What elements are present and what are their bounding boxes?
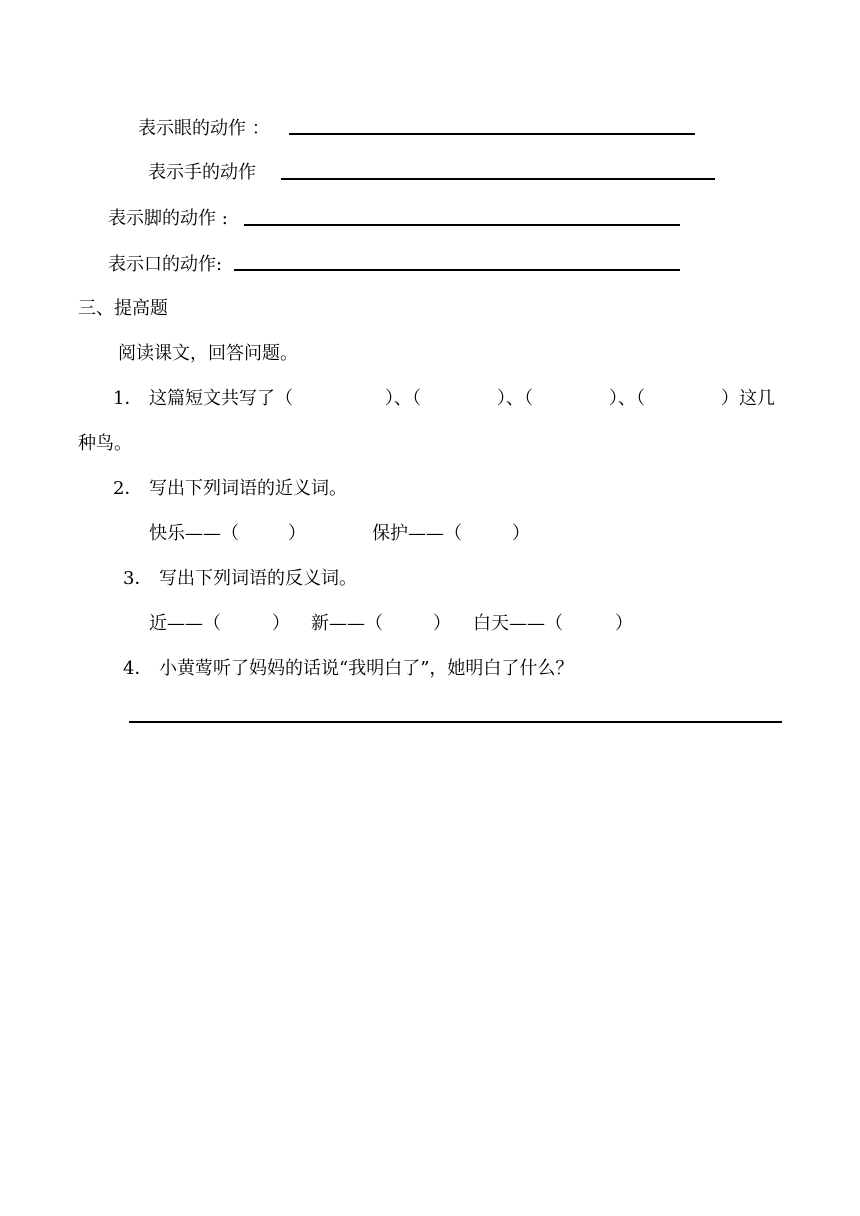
q4-text: 小黄莺听了妈妈的话说“我明白了”，她明白了什么？ — [159, 658, 574, 679]
q1-text-end: ）这几 — [721, 388, 775, 409]
section-3-heading: 三、提高题 — [78, 298, 168, 319]
q3-antonym-item-2: 新——（ — [311, 613, 383, 634]
mouth-action-answer-line[interactable] — [234, 269, 680, 271]
q3-antonym-item-2-close: ） — [433, 613, 451, 634]
q2-number: 2． — [113, 478, 143, 499]
q2-synonym-item-1: 快乐——（ — [149, 523, 239, 544]
eye-action-answer-line[interactable] — [289, 133, 695, 135]
q4-number: 4． — [123, 658, 153, 679]
eye-action-label: 表示眼的动作 ： — [138, 118, 270, 139]
hand-action-label: 表示手的动作 — [148, 162, 256, 183]
q1-separator-1: ）、（ — [385, 388, 421, 409]
hand-action-answer-line[interactable] — [281, 178, 715, 180]
q1-number: 1． — [113, 388, 143, 409]
q1-separator-3: ）、（ — [609, 388, 645, 409]
q3-antonym-item-3-close: ） — [615, 613, 633, 634]
mouth-action-label: 表示口的动作: — [108, 254, 223, 275]
reading-instruction: 阅读课文，回答问题。 — [118, 343, 298, 364]
q2-synonym-item-2: 保护——（ — [372, 523, 462, 544]
q4-answer-line[interactable] — [129, 721, 782, 723]
q3-antonym-item-1-close: ） — [272, 613, 290, 634]
q2-text: 写出下列词语的近义词。 — [149, 478, 347, 499]
q3-antonym-item-3: 白天——（ — [473, 613, 563, 634]
q1-text: 这篇短文共写了（ — [149, 388, 293, 409]
foot-action-answer-line[interactable] — [244, 224, 680, 226]
q1-text-continued: 种鸟。 — [78, 433, 132, 454]
q2-synonym-item-2-close: ） — [512, 523, 530, 544]
q1-separator-2: ）、（ — [497, 388, 533, 409]
foot-action-label: 表示脚的动作 : — [108, 208, 228, 229]
q2-synonym-item-1-close: ） — [288, 523, 306, 544]
q3-number: 3． — [123, 568, 153, 589]
q3-text: 写出下列词语的反义词。 — [159, 568, 357, 589]
q3-antonym-item-1: 近——（ — [149, 613, 221, 634]
